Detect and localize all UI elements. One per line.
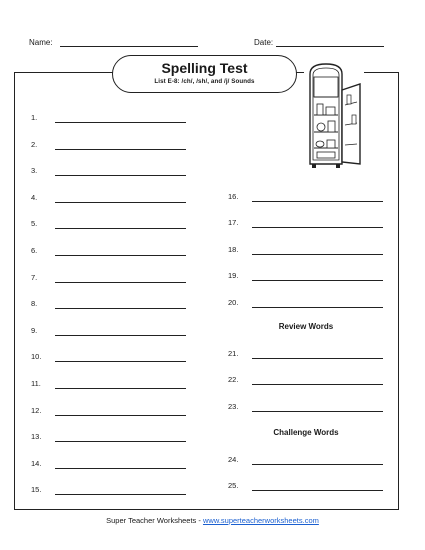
item-4-answer-line[interactable] <box>55 202 186 203</box>
item-3-number: 3. <box>31 166 38 176</box>
item-16-answer-line[interactable] <box>252 201 383 202</box>
item-25-number: 25. <box>228 481 239 491</box>
item-9-number: 9. <box>31 325 38 335</box>
item-1-answer-line[interactable] <box>55 122 186 123</box>
name-field[interactable] <box>60 46 198 47</box>
item-12-answer-line[interactable] <box>55 415 186 416</box>
item-7-number: 7. <box>31 272 38 282</box>
item-14-number: 14. <box>31 458 42 468</box>
item-11-answer-line[interactable] <box>55 388 186 389</box>
item-22-number: 22. <box>228 375 239 385</box>
item-15-number: 15. <box>31 485 42 495</box>
item-11-number: 11. <box>31 379 41 388</box>
item-13-answer-line[interactable] <box>55 441 186 442</box>
page-title: Spelling Test <box>161 60 248 76</box>
date-field[interactable] <box>276 46 384 47</box>
page-subtitle: List E-8: /ch/, /sh/, and /j/ Sounds <box>154 78 255 85</box>
refrigerator-icon <box>304 60 364 172</box>
challenge-words-heading: Challenge Words <box>273 428 339 437</box>
item-16-number: 16. <box>228 192 239 201</box>
item-10-answer-line[interactable] <box>55 361 186 362</box>
item-20-number: 20. <box>228 297 239 307</box>
item-22-answer-line[interactable] <box>252 384 383 385</box>
item-15-answer-line[interactable] <box>55 494 186 495</box>
item-2-answer-line[interactable] <box>55 149 186 150</box>
title-pill <box>112 55 297 93</box>
item-19-number: 19. <box>228 271 239 281</box>
item-19-answer-line[interactable] <box>252 280 383 281</box>
item-20-answer-line[interactable] <box>252 307 383 308</box>
item-18-answer-line[interactable] <box>252 254 383 255</box>
name-label: Name: <box>29 38 53 47</box>
item-5-answer-line[interactable] <box>55 228 186 229</box>
item-8-answer-line[interactable] <box>55 308 186 309</box>
item-3-answer-line[interactable] <box>55 175 186 176</box>
footer-text: Super Teacher Worksheets - <box>106 516 203 525</box>
review-words-heading: Review Words <box>278 322 334 331</box>
item-2-number: 2. <box>31 139 38 149</box>
item-23-answer-line[interactable] <box>252 411 383 412</box>
item-12-number: 12. <box>31 405 42 415</box>
item-1-number: 1. <box>31 113 38 122</box>
item-17-answer-line[interactable] <box>252 227 383 228</box>
item-7-answer-line[interactable] <box>55 282 186 283</box>
item-24-answer-line[interactable] <box>252 464 383 465</box>
item-21-answer-line[interactable] <box>252 358 383 359</box>
item-24-number: 24. <box>228 455 239 464</box>
item-23-number: 23. <box>228 401 239 411</box>
item-10-number: 10. <box>31 352 42 362</box>
item-21-number: 21. <box>228 349 239 358</box>
item-13-number: 13. <box>31 432 42 442</box>
item-25-answer-line[interactable] <box>252 490 383 491</box>
date-label: Date: <box>254 38 274 47</box>
item-9-answer-line[interactable] <box>55 335 186 336</box>
item-5-number: 5. <box>31 219 38 229</box>
item-6-number: 6. <box>31 246 38 255</box>
item-18-number: 18. <box>228 244 239 254</box>
item-4-number: 4. <box>31 192 38 202</box>
item-8-number: 8. <box>31 299 38 309</box>
footer <box>0 516 425 525</box>
item-6-answer-line[interactable] <box>55 255 186 256</box>
item-14-answer-line[interactable] <box>55 468 186 469</box>
footer-link[interactable]: www.superteacherworksheets.com <box>202 516 319 525</box>
item-17-number: 17. <box>228 218 239 228</box>
